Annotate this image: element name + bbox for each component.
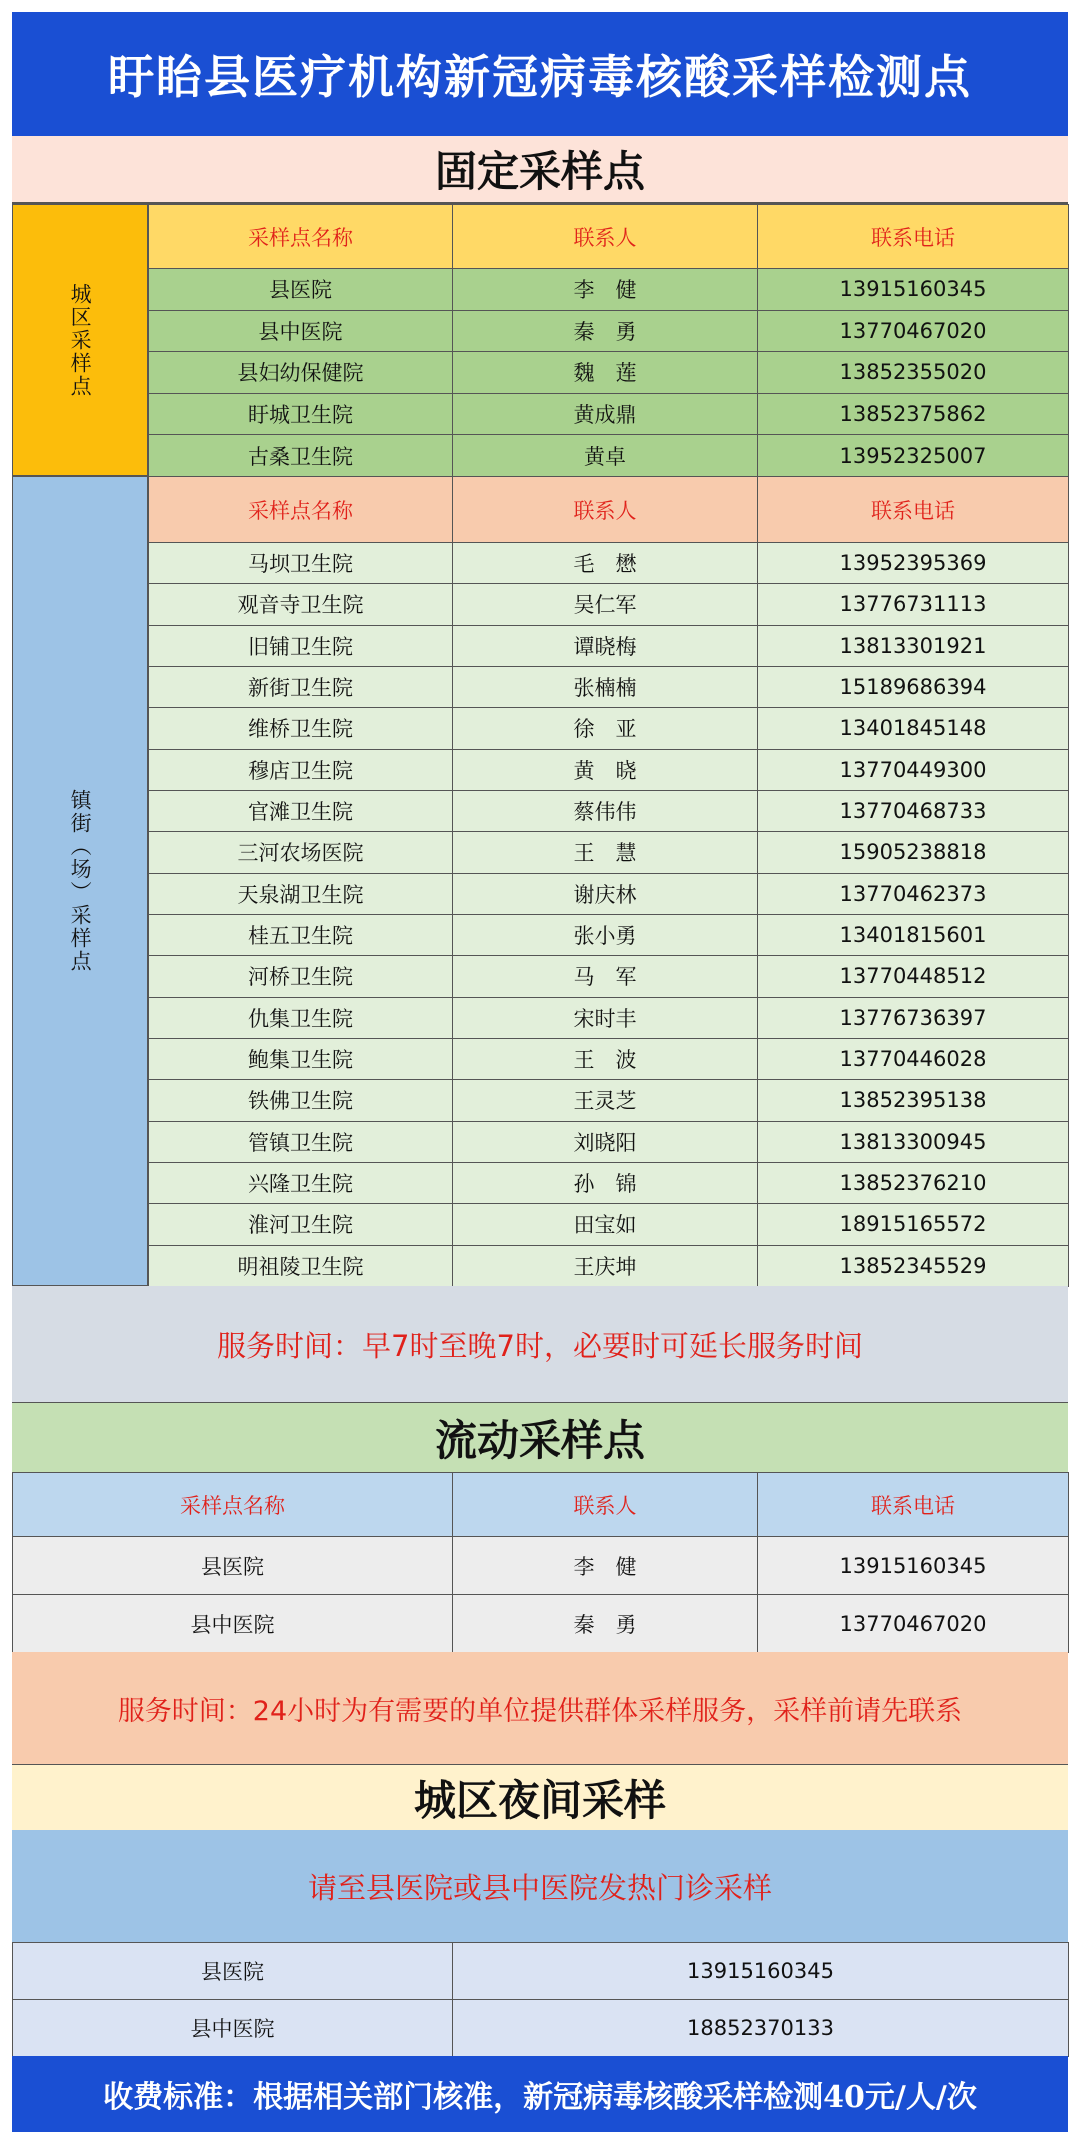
site-name-cell: 仇集卫生院 [149,997,453,1038]
contact-cell: 王庆坤 [453,1245,758,1286]
phone-cell: 13852355020 [758,352,1069,394]
urban-side-label: 城区采样点 [68,282,93,398]
col-header-name: 采样点名称 [149,205,453,269]
phone-cell: 13776731113 [758,584,1069,625]
contact-cell: 蔡伟伟 [453,790,758,831]
site-name-cell: 桂五卫生院 [149,914,453,955]
phone-cell: 13915160345 [453,1943,1069,2000]
contact-cell: 宋时丰 [453,997,758,1038]
contact-cell: 黄成鼎 [453,393,758,435]
phone-cell: 15189686394 [758,666,1069,707]
contact-cell: 马 军 [453,956,758,997]
fee-standard-footer: 收费标准：根据相关部门核准，新冠病毒核酸采样检测40元/人/次 [12,2056,1068,2132]
phone-cell: 13770467020 [758,310,1069,352]
table-row [149,1080,1069,1121]
table-row [149,1204,1069,1245]
town-header-row [149,477,1069,543]
contact-cell: 黄卓 [453,435,758,477]
col-header-name: 采样点名称 [149,477,453,543]
table-row [149,1245,1069,1286]
contact-cell: 王灵芝 [453,1080,758,1121]
table-row [149,832,1069,873]
site-name-cell: 古桑卫生院 [149,435,453,477]
table-row [149,269,1069,311]
phone-cell: 18852370133 [453,2000,1069,2057]
phone-cell: 13852375862 [758,393,1069,435]
contact-cell: 秦 勇 [453,1595,758,1653]
contact-cell: 谭晓梅 [453,625,758,666]
phone-cell: 13952325007 [758,435,1069,477]
fixed-section-heading: 固定采样点 [12,136,1068,204]
site-name-cell: 兴隆卫生院 [149,1162,453,1203]
contact-cell: 张楠楠 [453,666,758,707]
table-row [149,393,1069,435]
night-notice: 请至县医院或县中医院发热门诊采样 [12,1830,1068,1942]
phone-cell: 13770462373 [758,873,1069,914]
table-row [149,352,1069,394]
table-row [149,310,1069,352]
contact-cell: 徐 亚 [453,708,758,749]
phone-cell: 13915160345 [758,269,1069,311]
contact-cell: 李 健 [453,1537,758,1595]
contact-cell: 黄 晓 [453,749,758,790]
site-name-cell: 管镇卫生院 [149,1121,453,1162]
urban-table [148,204,1069,477]
contact-cell: 田宝如 [453,1204,758,1245]
contact-cell: 吴仁军 [453,584,758,625]
poster [12,12,1068,2132]
table-row [149,1121,1069,1162]
table-row [149,1038,1069,1079]
urban-side-label-cell [12,204,148,476]
site-name-cell: 盱城卫生院 [149,393,453,435]
col-header-contact: 联系人 [453,477,758,543]
site-name-cell: 观音寺卫生院 [149,584,453,625]
table-row [149,543,1069,584]
site-name-cell: 鲍集卫生院 [149,1038,453,1079]
fixed-service-time: 服务时间：早7时至晚7时，必要时可延长服务时间 [12,1286,1068,1402]
table-row [149,914,1069,955]
site-name-cell: 旧铺卫生院 [149,625,453,666]
contact-cell: 刘晓阳 [453,1121,758,1162]
phone-cell: 13770467020 [758,1595,1069,1653]
mobile-section-heading: 流动采样点 [12,1402,1068,1472]
site-name-cell: 县中医院 [149,310,453,352]
phone-cell: 18915165572 [758,1204,1069,1245]
table-row [149,749,1069,790]
contact-cell: 毛 懋 [453,543,758,584]
phone-cell: 13401845148 [758,708,1069,749]
contact-cell: 李 健 [453,269,758,311]
table-row [149,666,1069,707]
night-table [12,1942,1069,2057]
col-header-contact: 联系人 [453,1473,758,1537]
town-side-label-cell [12,476,148,1286]
phone-cell: 13852345529 [758,1245,1069,1286]
town-side-label: 镇街（场）采样点 [68,789,93,973]
phone-cell: 13401815601 [758,914,1069,955]
contact-cell: 孙 锦 [453,1162,758,1203]
table-row [149,1162,1069,1203]
site-name-cell: 铁佛卫生院 [149,1080,453,1121]
site-name-cell: 县中医院 [13,1595,453,1653]
phone-cell: 13813300945 [758,1121,1069,1162]
phone-cell: 15905238818 [758,832,1069,873]
contact-cell: 秦 勇 [453,310,758,352]
contact-cell: 张小勇 [453,914,758,955]
phone-cell: 13770446028 [758,1038,1069,1079]
site-name-cell: 县妇幼保健院 [149,352,453,394]
site-name-cell: 维桥卫生院 [149,708,453,749]
col-header-name: 采样点名称 [13,1473,453,1537]
site-name-cell: 县医院 [13,1537,453,1595]
table-row [149,956,1069,997]
phone-cell: 13813301921 [758,625,1069,666]
col-header-phone: 联系电话 [758,477,1069,543]
mobile-header-row [13,1473,1069,1537]
phone-cell: 13852395138 [758,1080,1069,1121]
mobile-service-time: 服务时间：24小时为有需要的单位提供群体采样服务，采样前请先联系 [12,1652,1068,1764]
phone-cell: 13852376210 [758,1162,1069,1203]
contact-cell: 谢庆林 [453,873,758,914]
contact-cell: 魏 莲 [453,352,758,394]
table-row [149,625,1069,666]
site-name-cell: 天泉湖卫生院 [149,873,453,914]
table-row [149,790,1069,831]
site-name-cell: 马坝卫生院 [149,543,453,584]
urban-header-row [149,205,1069,269]
table-row [149,708,1069,749]
mobile-table [12,1472,1069,1653]
site-name-cell: 穆店卫生院 [149,749,453,790]
site-name-cell: 县中医院 [13,2000,453,2057]
site-name-cell: 淮河卫生院 [149,1204,453,1245]
phone-cell: 13770468733 [758,790,1069,831]
town-table [148,476,1069,1287]
site-name-cell: 河桥卫生院 [149,956,453,997]
site-name-cell: 县医院 [149,269,453,311]
table-row [13,1595,1069,1653]
site-name-cell: 新街卫生院 [149,666,453,707]
table-row [13,1537,1069,1595]
table-row [149,584,1069,625]
page-title: 盱眙县医疗机构新冠病毒核酸采样检测点 [12,12,1068,136]
table-row [13,2000,1069,2057]
table-row [149,873,1069,914]
phone-cell: 13770449300 [758,749,1069,790]
site-name-cell: 县医院 [13,1943,453,2000]
phone-cell: 13770448512 [758,956,1069,997]
contact-cell: 王 波 [453,1038,758,1079]
phone-cell: 13776736397 [758,997,1069,1038]
phone-cell: 13915160345 [758,1537,1069,1595]
table-row [149,997,1069,1038]
site-name-cell: 三河农场医院 [149,832,453,873]
col-header-phone: 联系电话 [758,205,1069,269]
col-header-phone: 联系电话 [758,1473,1069,1537]
contact-cell: 王 慧 [453,832,758,873]
table-row [149,435,1069,477]
site-name-cell: 官滩卫生院 [149,790,453,831]
phone-cell: 13952395369 [758,543,1069,584]
night-section-heading: 城区夜间采样 [12,1764,1068,1830]
table-row [13,1943,1069,2000]
col-header-contact: 联系人 [453,205,758,269]
site-name-cell: 明祖陵卫生院 [149,1245,453,1286]
